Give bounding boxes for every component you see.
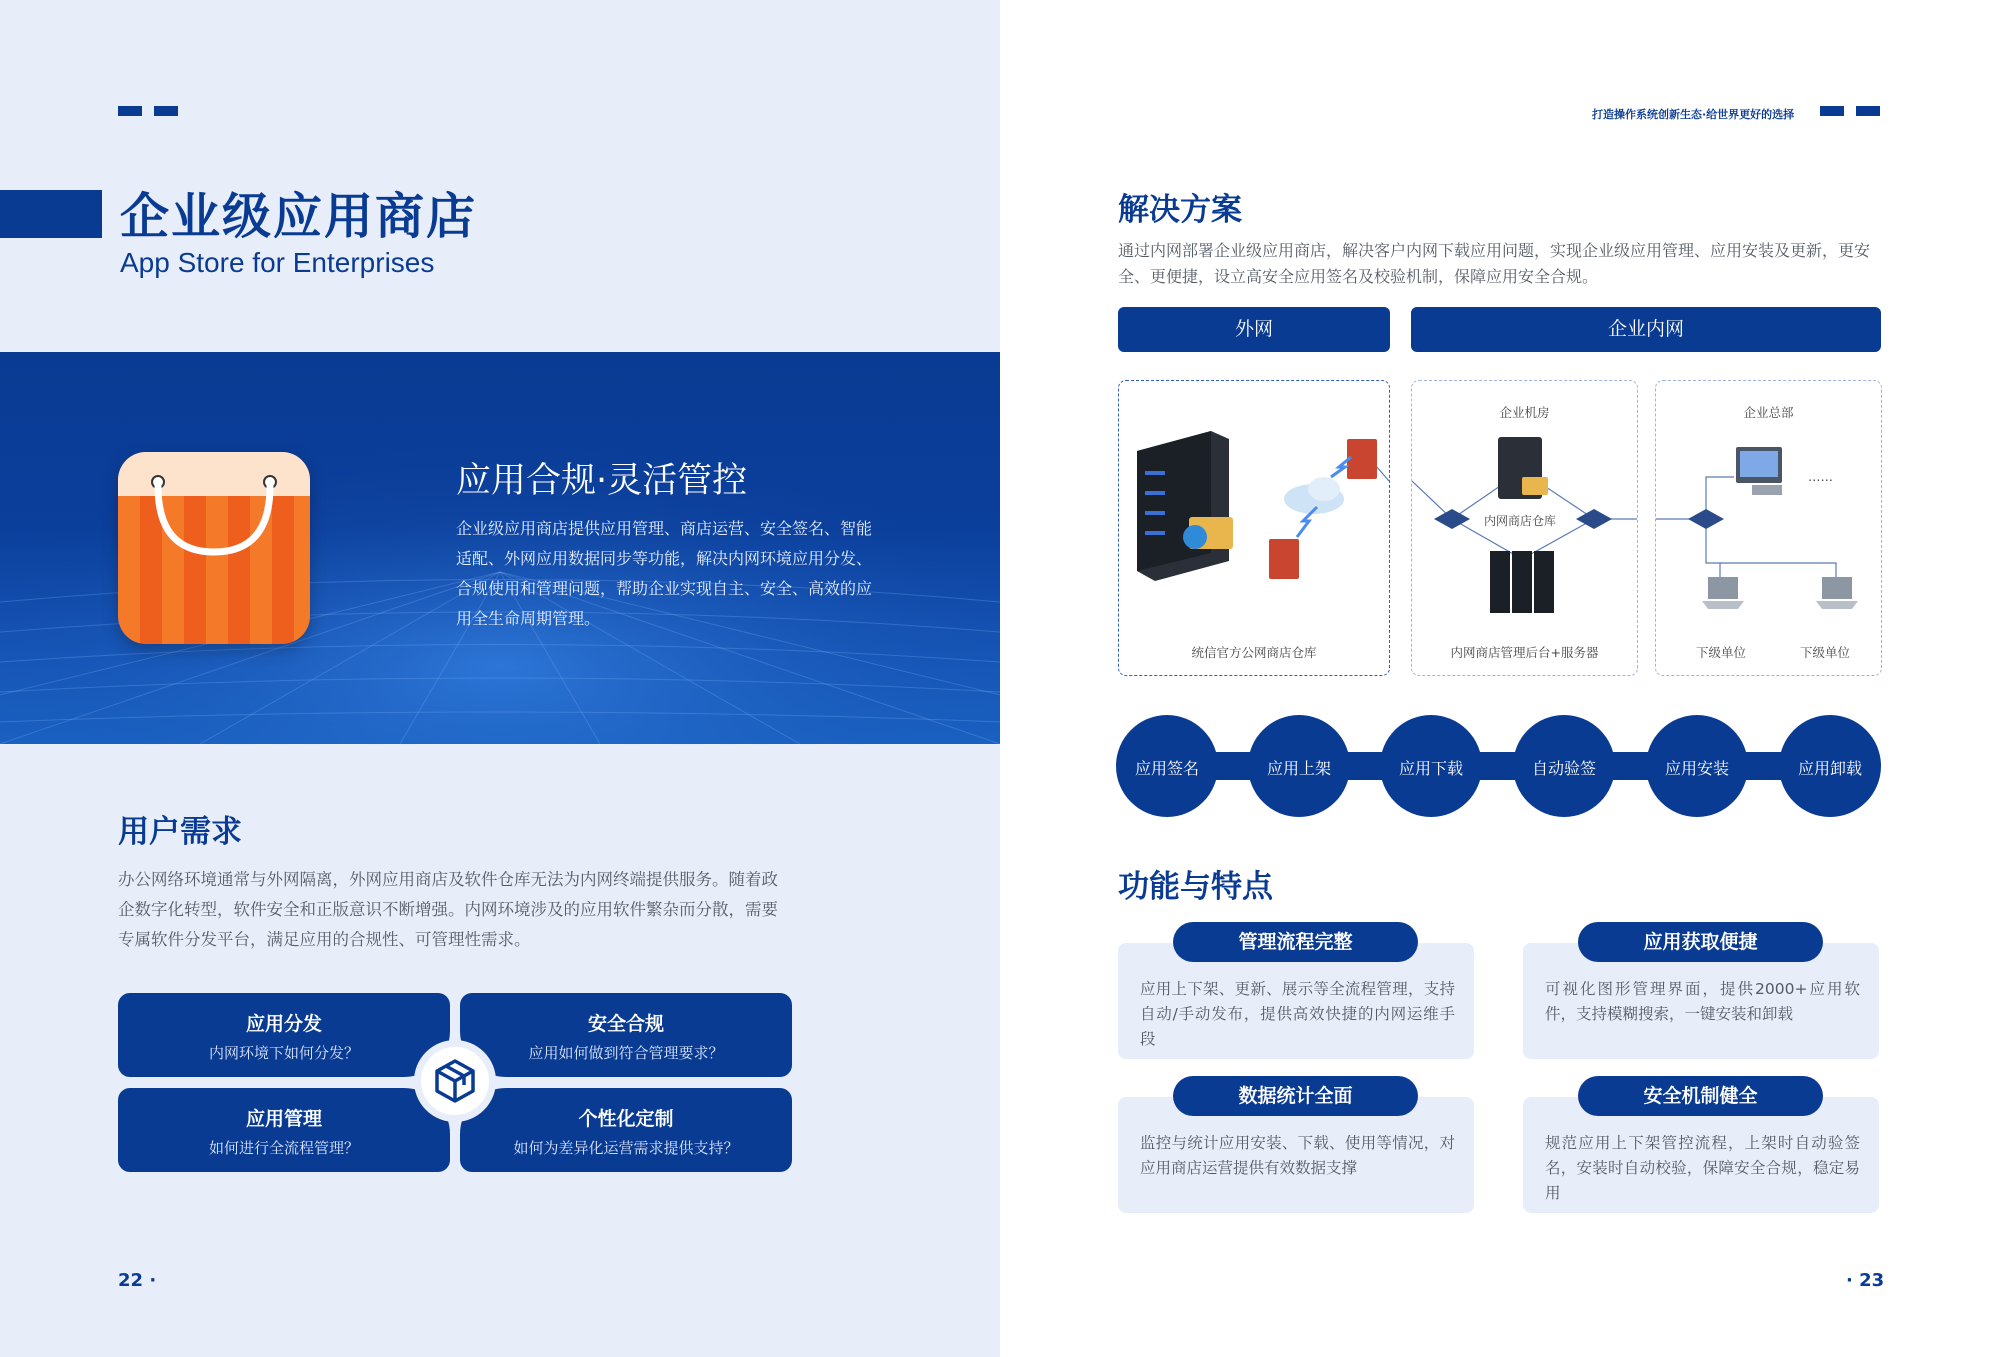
panel-title: 企业总部 <box>1743 405 1794 420</box>
flow-step: 应用上架 <box>1266 759 1332 778</box>
feature-title-pill: 管理流程完整 <box>1173 922 1418 962</box>
corner-mark <box>118 106 142 116</box>
need-card-customization <box>460 1088 792 1172</box>
branch-label: 下级单位 <box>1696 645 1747 660</box>
feature-title-pill: 应用获取便捷 <box>1578 922 1823 962</box>
flow-step: 应用下载 <box>1398 759 1464 778</box>
need-card-title: 安全合规 <box>587 1013 664 1035</box>
user-needs-text: 办公网络环境通常与外网隔离，外网应用商店及软件仓库无法为内网终端提供服务。随着政企数字化转型，软件安全和正版意识不断增强。内网环境涉及的应用软件繁杂而分散，需要专属软件分发平台，满足应用的合规性、可管理性需求。 <box>118 870 778 949</box>
panel-caption: 内网商店管理后台+服务器 <box>1450 645 1599 660</box>
need-card-subtitle: 应用如何做到符合管理要求？ <box>528 1044 724 1062</box>
server-rack-icon <box>1137 431 1229 581</box>
laptop-icon-2 <box>1816 577 1858 609</box>
need-card-title: 应用分发 <box>245 1013 322 1035</box>
hero-description: 企业级应用商店提供应用管理、商店运营、安全签名、智能适配、外网应用数据同步等功能，解决内网环境应用分发、合规使用和管理问题，帮助企业实现自主、安全、高效的应用全生命周期管理。 <box>456 519 873 628</box>
need-card-subtitle: 如何为差异化运营需求提供支持？ <box>513 1139 739 1157</box>
laptop-icon-1 <box>1702 577 1744 609</box>
repo-label: 内网商店仓库 <box>1484 514 1557 528</box>
solution-heading: 解决方案 <box>1118 192 1242 228</box>
need-card-title: 应用管理 <box>245 1108 322 1130</box>
hero-heading: 应用合规·灵活管控 <box>456 461 748 501</box>
folder-globe-icon <box>1183 517 1233 549</box>
features-heading: 功能与特点 <box>1118 869 1273 905</box>
feature-text: 监控与统计应用安装、下载、使用等情况，对应用商店运营提供有效数据支撑 <box>1140 1134 1455 1177</box>
shopping-bag-icon <box>118 452 310 644</box>
feature-title-pill: 数据统计全面 <box>1173 1076 1418 1116</box>
flow-step: 应用签名 <box>1134 759 1200 778</box>
firewall-icon-top <box>1347 439 1377 479</box>
panel-title: 企业机房 <box>1499 405 1550 420</box>
more-indicator: …… <box>1808 469 1833 484</box>
user-needs-heading: 用户需求 <box>118 814 242 850</box>
need-card-management <box>118 1088 450 1172</box>
branch-label: 下级单位 <box>1800 645 1851 660</box>
corner-mark <box>1820 106 1844 116</box>
process-flow <box>1116 714 1882 818</box>
page-title: 企业级应用商店 <box>120 188 478 245</box>
cube-icon-badge <box>414 1040 496 1122</box>
need-card-subtitle: 内网环境下如何分发？ <box>208 1044 359 1062</box>
cube-icon <box>421 1047 489 1115</box>
flow-step: 应用卸载 <box>1797 759 1863 778</box>
flow-step: 应用安装 <box>1664 759 1730 778</box>
need-card-subtitle: 如何进行全流程管理？ <box>208 1139 359 1157</box>
server-cluster-icon <box>1490 551 1554 613</box>
desktop-computer-icon <box>1736 447 1782 495</box>
switch-icon <box>1688 509 1724 529</box>
title-accent-bar <box>0 190 102 238</box>
server-icon <box>1498 437 1548 499</box>
feature-text: 可视化图形管理界面，提供2000+应用软件，支持模糊搜索，一键安装和卸载 <box>1545 980 1860 1023</box>
diagram-panel-headquarters <box>1655 380 1882 676</box>
flow-step: 自动验签 <box>1531 759 1597 778</box>
feature-text: 应用上下架、更新、展示等全流程管理，支持自动/手动发布，提供高效快捷的内网运维手段 <box>1140 980 1455 1048</box>
solution-text: 通过内网部署企业级应用商店，解决客户内网下载应用问题，实现企业级应用管理、应用安装及更新，更安全、更便捷，设立高安全应用签名及校验机制，保障应用安全合规。 <box>1118 241 1871 286</box>
corner-mark <box>154 106 178 116</box>
page-subtitle: App Store for Enterprises <box>120 247 435 278</box>
page-number-left: 22 · <box>118 1270 157 1291</box>
diagram-panel-external <box>1118 380 1390 676</box>
tab-enterprise-intranet: 企业内网 <box>1411 307 1881 352</box>
diagram-panel-datacenter <box>1411 380 1638 676</box>
feature-text: 规范应用上下架管控流程，上架时自动验签名，安装时自动校验，保障安全合规，稳定易用 <box>1545 1134 1860 1202</box>
panel-caption: 统信官方公网商店仓库 <box>1191 645 1317 660</box>
need-card-title: 个性化定制 <box>578 1108 674 1130</box>
corner-mark <box>1856 106 1880 116</box>
feature-title-pill: 安全机制健全 <box>1578 1076 1823 1116</box>
tagline: 打造操作系统创新生态·给世界更好的选择 <box>1592 108 1795 121</box>
tab-external-network: 外网 <box>1118 307 1390 352</box>
page-number-right: · 23 <box>1846 1270 1885 1291</box>
firewall-icon-bottom <box>1269 539 1299 579</box>
need-card-compliance <box>460 993 792 1077</box>
need-card-distribution <box>118 993 450 1077</box>
